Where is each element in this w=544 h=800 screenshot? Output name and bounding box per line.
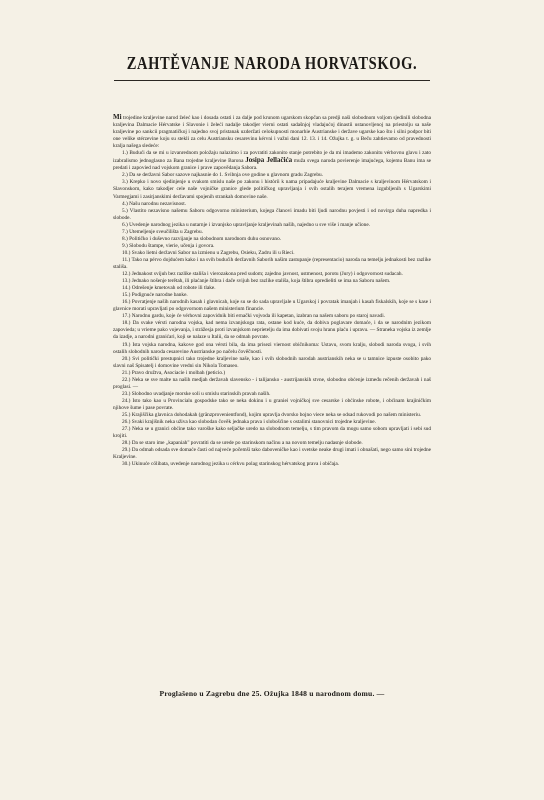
demand-item <box>113 243 431 250</box>
demand-item <box>113 356 431 370</box>
demand-item <box>113 299 431 313</box>
demand-text: Podignuće narodne banke. <box>131 292 188 299</box>
demand-text: Utemeljenje sveučilišta u Zagrebu. <box>129 228 203 235</box>
demand-text: Vlastito nezavisno našemu Saboru odgovorno ministerium, kojega članovi imadu biti ljudi narodnu povjesti i od novirga duha napredka i slobode. <box>113 207 431 221</box>
demand-number: 26.) <box>122 419 131 426</box>
demand-number: 29.) <box>122 447 131 454</box>
demand-item <box>113 461 431 468</box>
demand-item <box>113 412 431 419</box>
demand-text: Odrešenje kmetovah od robote ili tlake. <box>131 285 216 292</box>
demand-number: 28.) <box>122 440 131 447</box>
demand-item <box>113 201 431 208</box>
demand-item <box>113 179 431 200</box>
demand-item <box>113 250 431 257</box>
demand-text: Budući da se mi u izvanrednom položaju nalazimo i za povratiti zakonito stanje potrebito je da mi imademo zakonitu vérhovnu glavu i zato izabralismo jednoglasno za Bana trojedne kraljevine Barona <box>113 150 431 165</box>
demand-number: 22.) <box>122 376 131 383</box>
demand-number: 3.) <box>122 179 128 186</box>
demand-text: Da se deržavni Sabor sazove najkasnie do 1. Svibnja ove godine u glavnom gradu Zagrebu. <box>129 172 323 179</box>
demand-number: 12.) <box>122 271 131 278</box>
demand-text: Uvedenje narodnog jezika u nutarnje i izvanjsko upravljanje kraljevinah naših, najedno u sve više i manje učione. <box>129 221 371 228</box>
demand-text: Svaki krajišnik neka uživa kao slobodan čověk jednaka prava i slobošćine s ostalimi stanovnici trojedne kraljevine. <box>131 419 376 426</box>
demand-text: Ista vojska narodna, kakove god ona vérsti bila, da ima prisezi viernost običnikoma: Ustavu, svom kralju, slobodi naroda svoga, i svih ostalih slobodnih naroda cesarevine Austrianske po načelu čověčnosti. <box>113 341 432 355</box>
demand-item <box>113 391 431 398</box>
demand-item <box>113 222 431 229</box>
demand-text: Slobodno uvadjanje morske soli u smislu starinskih pravah naših. <box>131 390 271 397</box>
demand-text: Da odmah odsada sve domaće časti od najveće počemši tako daboveničke kao i svetske neake drugi imati i obnašati, nego samo sini trojedne Kraljevine. <box>113 447 431 461</box>
title-rule <box>114 80 430 81</box>
demand-item <box>113 342 431 356</box>
demand-text: Neka se sve malte na naših medjah deržavah slavensko - i talijansko - austrijanskih stvne, slobodno obćenje između rečenih deržavah i naš proglasi. — <box>113 376 431 390</box>
demand-text: Slobodu štampe, vierie, učenja i govora. <box>129 242 215 249</box>
demand-text: Krepko i novo sjedinjenje u svakom smislu naše po zakonu i històrii k nama pripadajuće kraljevine Dalmacie s kraljevinom Hérvatskom i Slavonskom, kako takodjer cele naše vojničke granice glede političkog upravljanja i svih ostalih terajem vremena izgubljenih s Ugarskimi Varmegjami i zasirjanskimi deržavami spojenih strankah domovine naše. <box>113 179 432 200</box>
demand-item <box>113 257 431 271</box>
demand-item <box>113 229 431 236</box>
demand-number: 19.) <box>122 341 131 348</box>
demand-text: Krajiščika glavnica dohodakah (gränzprovenientfond), kojim upravlja dvorsko bojno viece neka se odsad rukovodi po našem ministeriu. <box>131 411 422 418</box>
demand-text: Tako na pérvo dojdućem kako i na svih budućih deržavnih Saborih našim zastupanje (representacio) naroda na temelju jednakosti bez razlike stališa. <box>113 256 431 270</box>
demand-number: 30.) <box>122 461 131 468</box>
demand-number: 1.) <box>122 150 128 157</box>
intro-paragraph <box>113 114 431 150</box>
demand-item <box>113 320 431 341</box>
demand-number: 25.) <box>122 411 131 418</box>
proclamation-footer: Proglašeno u Zagrebu dne 25. Ožujka 1848 u narodnom domu. — <box>159 689 385 698</box>
demand-number: 15.) <box>122 292 131 299</box>
demand-number: 20.) <box>122 355 131 362</box>
demand-number: 23.) <box>122 390 131 397</box>
demand-number: 27.) <box>122 426 131 433</box>
demand-text: Povratjenje naših narodnih kasah i glavnicah, koje su se do sada upravljale u Ugarskoj i povratak imanjah i kasah fiskalskih, koje se s kase i glavnice morati upravljati po odgovornom našem ministerium financie. <box>113 299 431 313</box>
demand-item <box>113 377 431 391</box>
demand-text: Jednakost svijuh bez razlike stališa i vierozakona pred sudom; zajedno javnost, ustmenost, porotu (Jury) i odgovornost sudacah. <box>131 271 403 278</box>
demand-item <box>113 447 431 461</box>
demand-text: Pravo družtva, Asociacie i molbah (peticio.) <box>131 369 226 376</box>
demand-item <box>113 150 431 172</box>
demand-number: 13.) <box>122 278 131 285</box>
demand-text: Političko i duševno razvijanje na slobodnom narodnom duhu osnovano. <box>129 235 282 242</box>
demand-item <box>113 419 431 426</box>
demand-number: 6.) <box>122 221 128 228</box>
document-title: ZAHTĚVANJE NARODA HORVATSKOG. <box>126 53 418 74</box>
demand-item <box>113 426 431 440</box>
demand-number: 18.) <box>122 320 131 327</box>
demand-number: 5.) <box>122 207 128 214</box>
document-body <box>113 114 431 468</box>
demand-item <box>113 370 431 377</box>
demand-text: Isto tako kao u Provincialu gospodske tako se neka dokinu i u graniei vojničkoj sve cesarske i obćinske robote, i obćinam krajiničkim njihove šume i pase povrate. <box>113 397 431 411</box>
demand-text: Jednako nošenje terětah, ili plaćanje štibra i dače svijuh bez razlike stališa, koja štibra opredieliti se ima na Saboru našem. <box>131 278 391 285</box>
demand-text: Neka se u granici obćine tako varoške kako seljačke uredo na slobodnom temelju, s tim pravom da mogu samo sobom upravljati i sebi sud krojiti. <box>113 426 431 440</box>
demand-number: 21.) <box>122 369 131 376</box>
demand-number: 24.) <box>122 397 131 404</box>
demand-number: 2.) <box>122 172 128 179</box>
demand-text: Svi politički prestupnici tako trojedne kraljevine naše, kao i svih slobodnih narodah austrianskih neka se u tamnice izpuste osobito pako slavni naš Spisatelj i domovine vredni sin Nikola Tomaseo. <box>113 355 431 369</box>
demand-number: 17.) <box>122 313 131 320</box>
demand-number: 16.) <box>122 299 131 306</box>
ban-name: Josipa Jellačića <box>245 156 293 165</box>
intro-dropcap: Mi <box>113 113 122 121</box>
demand-number: 10.) <box>122 249 131 256</box>
demand-text: Narodnu gardu, koje će vérhovni zapovidnik biti ernački vojvoda ili kapetan, izabran na našem saboru po staroj navadi. <box>131 313 386 320</box>
demand-number: 8.) <box>122 235 128 242</box>
demand-number: 4.) <box>122 200 128 207</box>
demand-text: Svako lietni deržavni Sabor na izmienu u Zagrebu, Osieku, Zadru ili u Rieci. <box>131 249 295 256</box>
intro-text: trojedine kraljevine narod želeć kao i dosada ostati i za dalje pod krunom ugarskom skopčan sa predji naši slobodnom voljom sjedinili slobodna kraljevina Dalmacie Hérvatske i Slavonie i želeći nadalje takodjer vierni ostati sadašnjoj vladajućoj dinastii ustanovljenoj na priestolju sa naše kraljevine po sankcii pragmatičkoj i najedno svoj pristanak uzderžati celokupnosti monarhie Austrianske i deržave ugarske kao što i silni podpor biti one velike stérzevine koju su stekli za celu Austriansku cesarevinu kérvni i važni dani 12. 13. i 14. Ožujka t. g. u Beču zahtievamo od pravednosti kralja našega sledeće: <box>113 115 431 150</box>
demand-text: Da se staro ime „kapaniah" povratiti da se urede po starinskom načinu a na novom temelju nadasnje slobode. <box>131 440 363 447</box>
demand-item <box>113 236 431 243</box>
demand-text: Našu narodnu nezavisnost. <box>129 200 187 207</box>
demand-number: 9.) <box>122 242 128 249</box>
demand-item <box>113 398 431 412</box>
demand-item <box>113 208 431 222</box>
demand-number: 14.) <box>122 285 131 292</box>
demand-text: Da svake vérsti narodna vojska, kad nema izvanjskoga rata, ostane kod kuće, da dobiva poglavare domaće, i da se narodnim jezikom zapovieda; u vrieme pako vojevanja, i strážesja proti izvanjskom neprietelju da ima dobivati svoju hranu plaću i upravu. — Straneka vojska iz zemlje da izadje, a narodni granićari, koji se nalaze u Italii, da se odmah povrate. <box>113 320 431 341</box>
demand-text-continued: muža svega naroda povierenje imajućega, kojemu Banu ima se predati i zapovied nad vojskom granice i prave zapovědanja Sabora. <box>113 158 431 172</box>
demand-number: 7.) <box>122 228 128 235</box>
demand-number: 11.) <box>122 256 131 263</box>
demand-text: Ukinuće cölibata, uvedenje narodnog jezika u cérkvu polag starinskog hérvatskog prava i običaja. <box>131 461 340 468</box>
